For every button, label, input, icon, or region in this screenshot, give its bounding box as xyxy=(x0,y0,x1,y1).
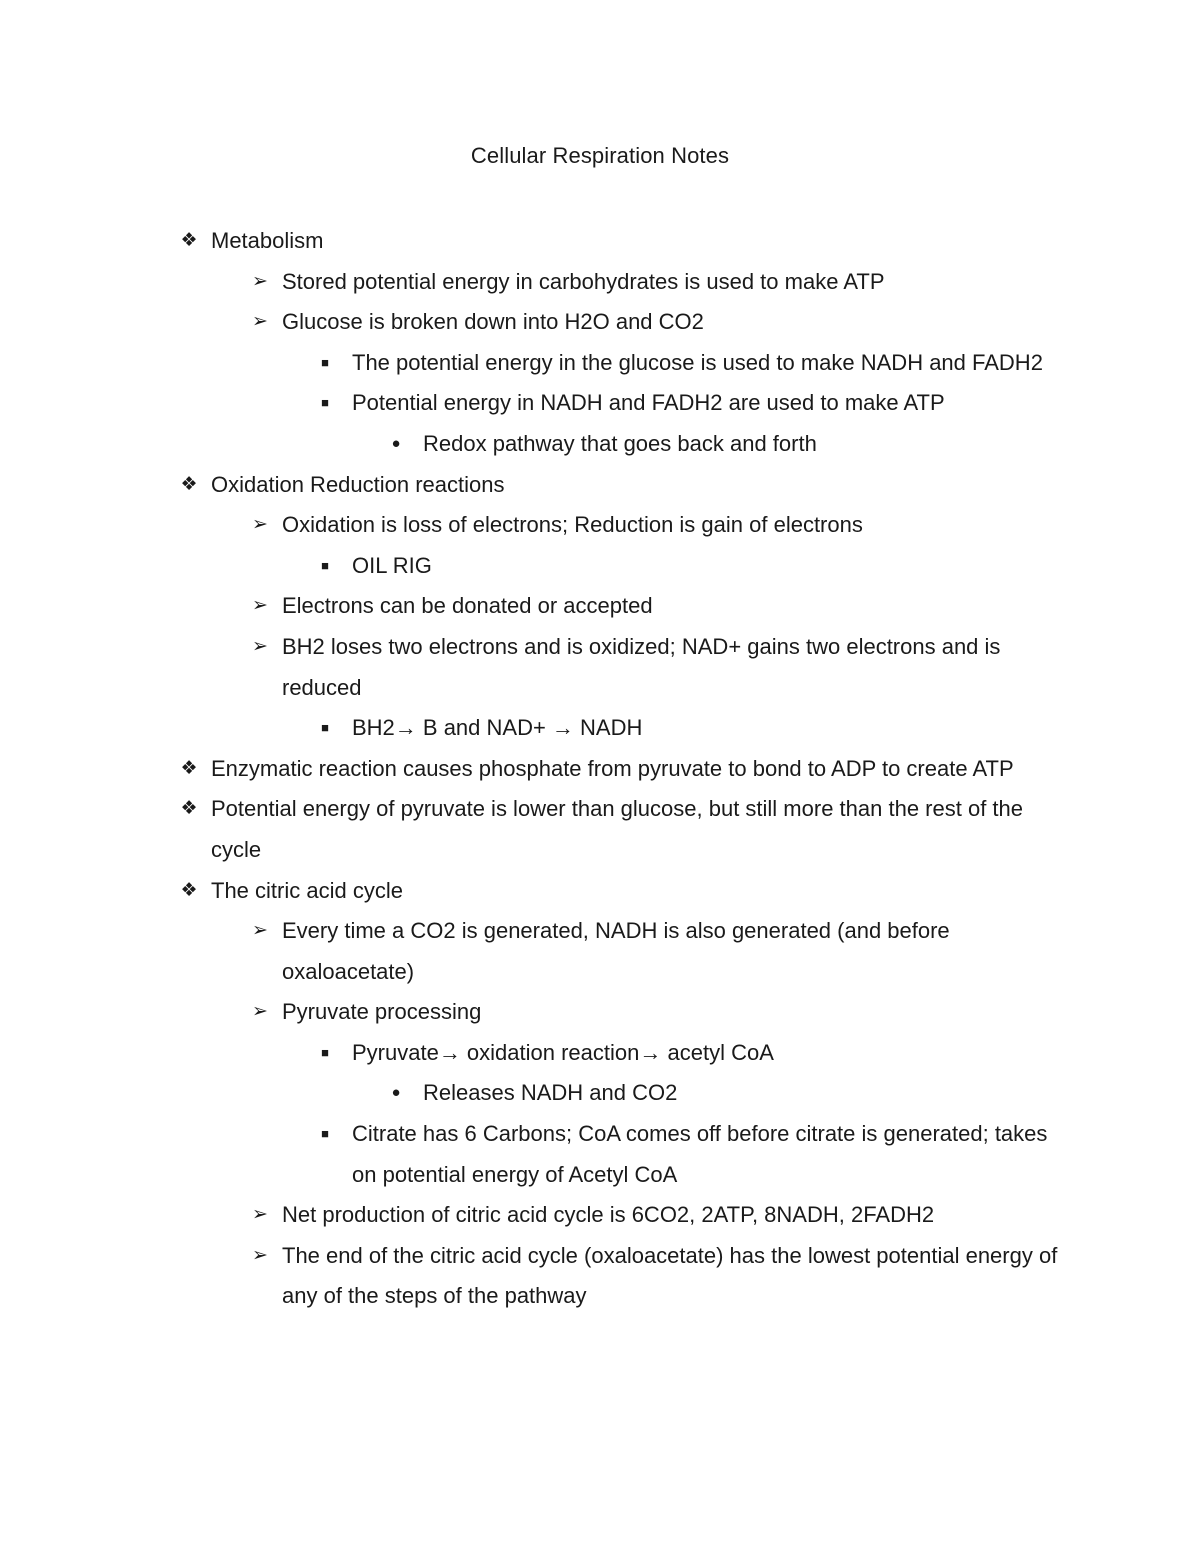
item-text: Redox pathway that goes back and forth xyxy=(423,430,817,456)
square-bullet-icon: ■ xyxy=(321,557,329,573)
item-text: Oxidation Reduction reactions xyxy=(211,471,505,497)
list-item xyxy=(0,465,1070,506)
list-item xyxy=(0,627,1070,708)
dot-bullet-icon: ● xyxy=(391,1084,401,1102)
list-item xyxy=(0,586,1070,627)
square-bullet-icon: ■ xyxy=(321,395,329,411)
item-text: OIL RIG xyxy=(352,552,432,578)
diamond-bullet-icon: ❖ xyxy=(180,879,198,901)
arrow-bullet-icon: ➢ xyxy=(252,514,268,536)
arrow-bullet-icon: ➢ xyxy=(252,920,268,942)
list-item xyxy=(0,546,1070,587)
arrow-bullet-icon: ➢ xyxy=(252,1204,268,1226)
square-bullet-icon: ■ xyxy=(321,354,329,370)
arrow-bullet-icon: ➢ xyxy=(252,1244,268,1266)
list-item xyxy=(0,911,1070,992)
list-item xyxy=(0,424,1070,465)
item-text: The end of the citric acid cycle (oxaloacetate) has the lowest potential energy of any of the steps of the pathway xyxy=(282,1242,1058,1309)
diamond-bullet-icon: ❖ xyxy=(180,757,198,779)
arrow-bullet-icon: ➢ xyxy=(252,1001,268,1023)
item-text: Glucose is broken down into H2O and CO2 xyxy=(282,309,704,335)
item-text: Potential energy in NADH and FADH2 are used to make ATP xyxy=(352,390,945,416)
list-item xyxy=(0,789,1070,870)
item-text: Releases NADH and CO2 xyxy=(423,1080,678,1106)
list-item xyxy=(0,1073,1070,1114)
list-item xyxy=(0,1236,1070,1317)
list-item xyxy=(0,383,1070,424)
arrow-bullet-icon: ➢ xyxy=(252,595,268,617)
list-item xyxy=(0,505,1070,546)
square-bullet-icon: ■ xyxy=(321,1126,329,1142)
page-title: Cellular Respiration Notes xyxy=(470,143,730,168)
list-item xyxy=(0,302,1070,343)
list-item xyxy=(0,1033,1070,1074)
diamond-bullet-icon: ❖ xyxy=(180,798,198,820)
item-text: The citric acid cycle xyxy=(211,877,403,903)
list-item xyxy=(0,221,1070,262)
arrow-bullet-icon: ➢ xyxy=(252,311,268,333)
item-text: Net production of citric acid cycle is 6CO2, 2ATP, 8NADH, 2FADH2 xyxy=(282,1202,935,1228)
list-item xyxy=(0,749,1070,790)
item-text: Potential energy of pyruvate is lower than glucose, but still more than the rest of the cycle xyxy=(211,796,1024,862)
list-item xyxy=(0,992,1070,1033)
item-text: BH2 loses two electrons and is oxidized; NAD+ gains two electrons and is reduced xyxy=(282,633,1001,700)
item-text: Metabolism xyxy=(211,228,324,253)
item-text: Pyruvate processing xyxy=(282,999,482,1025)
square-bullet-icon: ■ xyxy=(321,720,329,736)
item-text: Oxidation is loss of electrons; Reduction is gain of electrons xyxy=(282,512,863,538)
notes-outline xyxy=(0,221,1200,1317)
item-text: Stored potential energy in carbohydrates is used to make ATP xyxy=(282,268,885,294)
item-text: Enzymatic reaction causes phosphate from pyruvate to bond to ADP to create ATP xyxy=(211,755,1014,781)
list-item xyxy=(0,1114,1070,1195)
item-text: Pyruvate→ oxidation reaction→ acetyl CoA xyxy=(352,1039,774,1065)
list-item xyxy=(0,708,1070,749)
dot-bullet-icon: ● xyxy=(391,434,401,452)
item-text: Every time a CO2 is generated, NADH is also generated (and before oxaloacetate) xyxy=(282,918,950,984)
list-item xyxy=(0,262,1070,303)
diamond-bullet-icon: ❖ xyxy=(180,230,198,251)
item-text: Citrate has 6 Carbons; CoA comes off before citrate is generated; takes on potential energy of Acetyl CoA xyxy=(352,1121,1048,1187)
item-text: BH2→ B and NAD+ → NADH xyxy=(352,715,643,741)
list-item xyxy=(0,871,1070,912)
item-text: The potential energy in the glucose is used to make NADH and FADH2 xyxy=(352,349,1043,375)
list-item xyxy=(0,343,1070,384)
diamond-bullet-icon: ❖ xyxy=(180,473,198,495)
item-text: Electrons can be donated or accepted xyxy=(282,593,653,619)
list-item xyxy=(0,1195,1070,1236)
square-bullet-icon: ■ xyxy=(321,1044,329,1060)
arrow-bullet-icon: ➢ xyxy=(252,270,268,292)
arrow-bullet-icon: ➢ xyxy=(252,635,268,657)
